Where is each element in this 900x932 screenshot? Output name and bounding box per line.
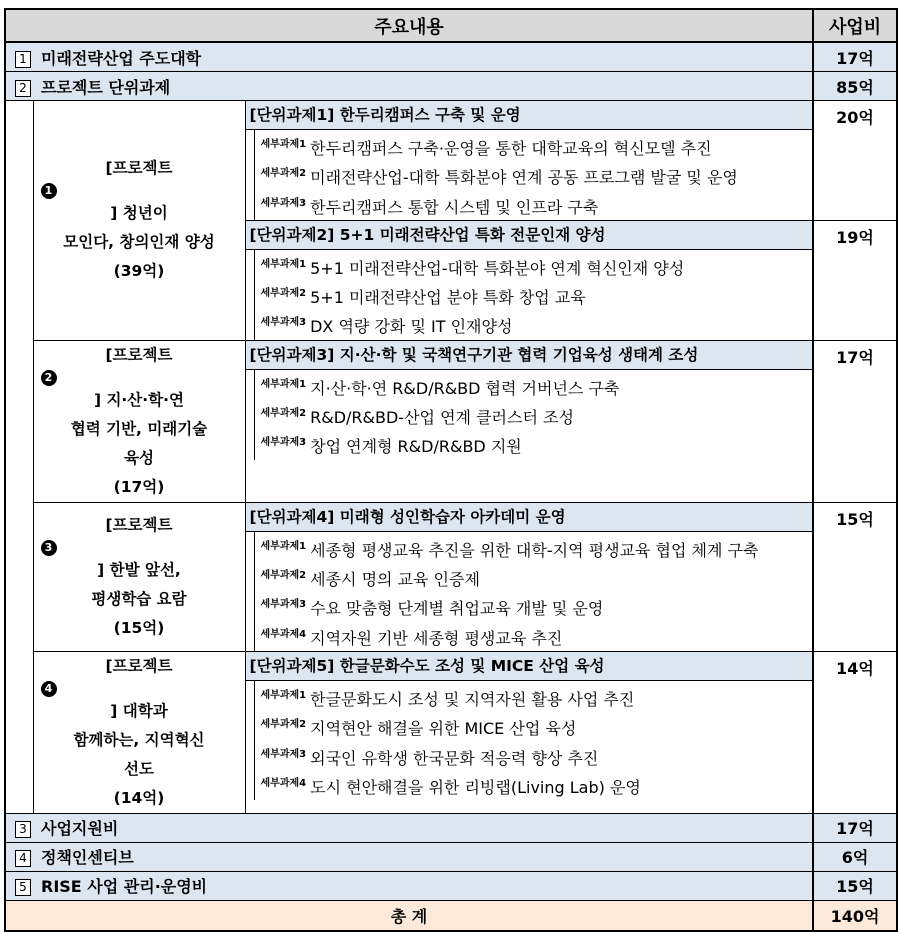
summary-label-cell	[5, 842, 813, 871]
project-cell	[33, 502, 245, 651]
summary-label-cell	[5, 42, 813, 72]
sub-task-item	[255, 308, 813, 337]
unit-cost: 19억	[813, 220, 897, 340]
item-number-box: 5	[15, 879, 31, 896]
sub-task-text: 외국인 유학생 한국문화 적응력 향상 추진	[310, 748, 599, 768]
sub-task-item	[255, 620, 813, 649]
sub-task-tag: 세부과제3	[260, 599, 307, 611]
sub-task-item	[255, 279, 813, 308]
summary-row	[5, 842, 897, 871]
project-title	[40, 341, 239, 415]
unit-cell	[245, 502, 813, 651]
sub-task-text: 한두리캠퍼스 구축·운영을 통한 대학교육의 혁신모델 추진	[310, 139, 712, 158]
summary-row	[5, 72, 897, 101]
project-line: 협력 기반, 미래기술	[70, 419, 208, 438]
sub-task-tag: 세부과제3	[260, 197, 307, 209]
header-cost: 사업비	[813, 9, 897, 42]
total-row	[5, 900, 897, 931]
sub-task-item	[255, 250, 813, 279]
sub-task-tag: 세부과제1	[260, 689, 307, 701]
summary-label-cell	[5, 72, 813, 101]
unit-title: [단위과제1] 한두리캠퍼스 구축 및 운영	[246, 101, 813, 130]
summary-label-cell	[5, 813, 813, 842]
summary-cost: 17억	[813, 42, 897, 72]
summary-row	[5, 871, 897, 900]
project-line: (14억)	[113, 788, 165, 807]
project-prefix: [프로젝트	[105, 159, 173, 178]
sub-task-tag: 세부과제2	[260, 168, 307, 180]
unit-row	[5, 340, 897, 502]
summary-cost: 15억	[813, 871, 897, 900]
sub-task-item	[255, 561, 813, 590]
project-number-icon: 4	[41, 681, 57, 697]
budget-table	[4, 8, 898, 932]
unit-cell	[245, 651, 813, 813]
project-number-icon: 1	[41, 183, 57, 199]
sub-task-list	[254, 681, 813, 800]
project-prefix: [프로젝트	[105, 656, 173, 675]
project-prefix: [프로젝트	[105, 515, 173, 534]
project-suffix: ] 대학과	[110, 701, 168, 720]
project-number-icon: 2	[41, 370, 57, 386]
project-suffix: ] 한발 앞선,	[97, 560, 181, 579]
header-row	[5, 9, 897, 42]
project-cell	[33, 101, 245, 341]
sub-task-item	[255, 590, 813, 619]
total-cost: 140억	[813, 900, 897, 931]
sub-task-text: 창업 연계형 R&D/R&BD 지원	[310, 437, 522, 457]
summary-cost: 17억	[813, 813, 897, 842]
summary-label-cell	[5, 871, 813, 900]
budget-table-wrapper	[4, 8, 896, 932]
summary-cost: 85억	[813, 72, 897, 101]
sub-task-list	[254, 370, 813, 460]
summary-label: 미래전략산업 주도대학	[41, 48, 202, 68]
unit-cost: 17억	[813, 340, 897, 502]
sub-task-tag: 세부과제2	[260, 408, 307, 420]
summary-label: 정책인센티브	[41, 848, 134, 868]
sub-task-item	[255, 159, 813, 188]
project-line: (39억)	[113, 262, 165, 281]
unit-cost: 15억	[813, 502, 897, 651]
sub-task-text: 지역자원 기반 세종형 평생교육 추진	[310, 628, 563, 648]
summary-row	[5, 42, 897, 72]
sub-task-text: 한글문화도시 조성 및 지역자원 활용 사업 추진	[310, 689, 635, 709]
sub-task-tag: 세부과제1	[260, 258, 307, 270]
unit-title: [단위과제2] 5+1 미래전략산업 특화 전문인재 양성	[246, 221, 813, 250]
unit-row	[5, 101, 897, 221]
header-content: 주요내용	[5, 9, 813, 42]
project-title	[40, 511, 239, 585]
unit-title: [단위과제4] 미래형 성인학습자 아카데미 운영	[246, 503, 813, 532]
unit-cell	[245, 101, 813, 221]
sub-task-item	[255, 532, 813, 561]
summary-cost: 6억	[813, 842, 897, 871]
unit-title: [단위과제3] 지·산·학 및 국책연구기관 협력 기업육성 생태계 조성	[246, 341, 813, 370]
summary-label: RISE 사업 관리·운영비	[41, 877, 208, 897]
sub-task-text: 세종시 명의 교육 인증제	[310, 570, 480, 590]
sub-task-text: 한두리캠퍼스 통합 시스템 및 인프라 구축	[310, 197, 599, 217]
sub-task-text: 세종형 평생교육 추진을 위한 대학-지역 평생교육 협업 체계 구축	[310, 540, 759, 560]
sub-task-item	[255, 189, 813, 218]
sub-task-tag: 세부과제4	[260, 628, 307, 640]
sub-task-tag: 세부과제2	[260, 288, 307, 300]
item-number-box: 4	[15, 850, 31, 867]
total-label: 총 계	[5, 900, 813, 931]
project-suffix: ] 지·산·학·연	[93, 390, 185, 409]
sub-task-tag: 세부과제1	[260, 378, 307, 390]
unit-title: [단위과제5] 한글문화수도 조성 및 MICE 산업 육성	[246, 652, 813, 681]
sub-task-text: 지역현안 해결을 위한 MICE 산업 육성	[310, 719, 577, 739]
sub-task-item	[255, 740, 813, 769]
sub-task-item	[255, 428, 813, 457]
sub-task-text: 도시 현안해결을 위한 리빙랩(Living Lab) 운영	[310, 777, 641, 797]
sub-task-tag: 세부과제4	[260, 777, 307, 789]
project-line: 함께하는, 지역혁신	[73, 730, 205, 749]
project-cell	[33, 340, 245, 502]
sub-task-text: R&D/R&BD-산업 연계 클러스터 조성	[310, 408, 574, 428]
sub-task-item	[255, 681, 813, 710]
sub-task-text: DX 역량 강화 및 IT 인재양성	[310, 317, 513, 337]
project-cell	[33, 651, 245, 813]
sub-task-text: 5+1 미래전략산업-대학 특화분야 연계 혁신인재 양성	[310, 258, 685, 278]
sub-task-item	[255, 370, 813, 399]
unit-row	[5, 651, 897, 813]
sub-task-tag: 세부과제1	[260, 540, 307, 552]
sub-task-text: 5+1 미래전략산업 분야 특화 창업 교육	[310, 288, 586, 308]
sub-task-item	[255, 769, 813, 798]
sub-task-text: 수요 맞춤형 단계별 취업교육 개발 및 운영	[310, 599, 604, 619]
unit-cost: 14억	[813, 651, 897, 813]
unit-cost: 20억	[813, 101, 897, 221]
sub-task-tag: 세부과제1	[260, 139, 307, 150]
sub-task-list	[254, 130, 813, 220]
sub-task-list	[254, 250, 813, 340]
item-number-box: 2	[15, 80, 31, 97]
sub-task-text: 미래전략산업-대학 특화분야 연계 공동 프로그램 발굴 및 운영	[310, 168, 738, 188]
sub-task-tag: 세부과제2	[260, 570, 307, 582]
sub-task-tag: 세부과제3	[260, 748, 307, 760]
project-line: 육성	[124, 448, 154, 467]
project-line: 모인다, 창의인재 양성	[63, 233, 215, 252]
item-number-box: 1	[15, 51, 31, 68]
project-suffix: ] 청년이	[110, 204, 168, 223]
project-title	[40, 154, 239, 228]
project-line: (17억)	[113, 477, 165, 496]
sub-task-item	[255, 130, 813, 159]
sub-task-tag: 세부과제3	[260, 317, 307, 329]
summary-label: 프로젝트 단위과제	[41, 77, 171, 97]
project-title	[40, 652, 239, 726]
project-line: 평생학습 요람	[91, 589, 187, 608]
sub-task-tag: 세부과제2	[260, 719, 307, 731]
summary-label: 사업지원비	[41, 819, 119, 839]
sub-task-tag: 세부과제3	[260, 437, 307, 449]
project-prefix: [프로젝트	[105, 345, 173, 364]
unit-cell	[245, 340, 813, 502]
unit-row	[5, 502, 897, 651]
item-number-box: 3	[15, 821, 31, 838]
sub-task-item	[255, 710, 813, 739]
unit-cell	[245, 220, 813, 340]
project-line: (15억)	[113, 618, 165, 637]
sub-task-list	[254, 532, 813, 651]
indent-spacer	[5, 101, 33, 814]
sub-task-text: 지·산·학·연 R&D/R&BD 협력 거버넌스 구축	[310, 378, 620, 398]
sub-task-item	[255, 399, 813, 428]
summary-row	[5, 813, 897, 842]
project-line: 선도	[124, 759, 154, 778]
project-number-icon: 3	[41, 540, 57, 556]
